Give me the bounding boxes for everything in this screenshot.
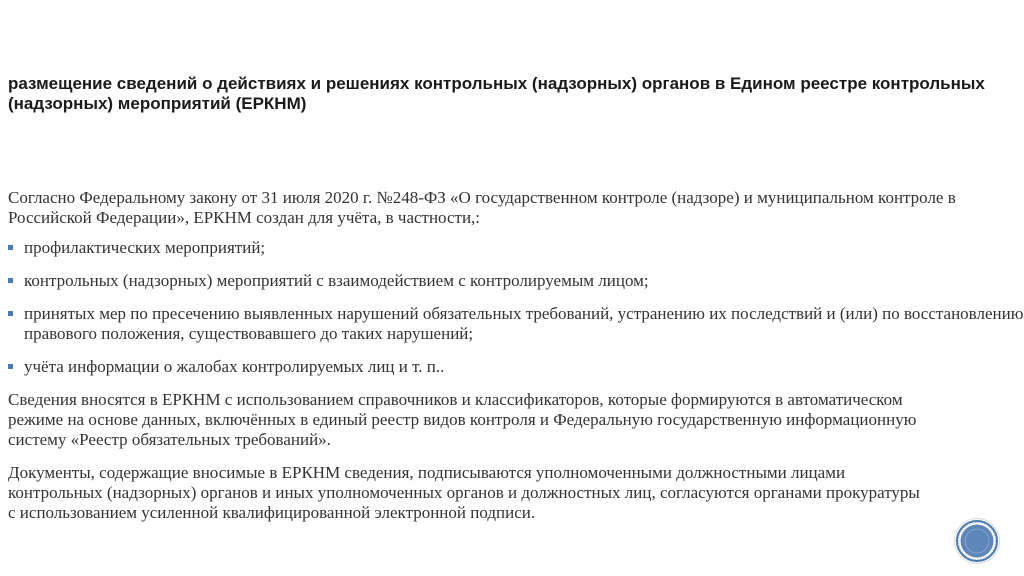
bullet-list	[8, 238, 1024, 377]
list-item-text: принятых мер по пресечению выявленных нарушений обязательных требований, устранению их последствий и (или) по восстановлению правового положения, существовавшего до таких нарушений;	[24, 304, 1024, 343]
bullet-square-icon	[8, 278, 13, 283]
list-item	[8, 304, 1024, 344]
bullet-square-icon	[8, 311, 13, 316]
seal-graphic	[955, 519, 999, 563]
list-item	[8, 271, 1024, 291]
paragraph-line: контрольных (надзорных) органов и иных уполномоченных органов и должностных лиц, согласуются органами прокуратуры	[8, 483, 920, 502]
slide-title: размещение сведений о действиях и решениях контрольных (надзорных) органов в Едином реестре контрольных (надзорных) мероприятий (ЕРКНМ)	[8, 74, 985, 113]
circular-seal-icon	[955, 519, 999, 563]
intro-paragraph: Согласно Федеральному закону от 31 июля 2020 г. №248-ФЗ «О государственном контроле (надзоре) и муниципальном контроле в Российской Федерации», ЕРКНМ создан для учёта, в частности,:	[8, 188, 956, 227]
paragraph-line: Документы, содержащие вносимые в ЕРКНМ сведения, подписываются уполномоченными должностными лицами	[8, 463, 846, 482]
paragraph-signature	[8, 463, 1024, 523]
list-item-text: учёта информации о жалобах контролируемых лиц и т. п..	[24, 357, 445, 376]
paragraph-line: Сведения вносятся в ЕРКНМ с использованием справочников и классификаторов, которые формируются в автоматическом	[8, 390, 903, 409]
list-item-text: профилактических мероприятий;	[24, 238, 266, 257]
bullet-square-icon	[8, 245, 13, 250]
paragraph-sources	[8, 390, 1024, 450]
paragraph-line: режиме на основе данных, включённых в единый реестр видов контроля и Федеральную государственную информационную	[8, 410, 917, 429]
bullet-square-icon	[8, 364, 13, 369]
paragraph-line: систему «Реестр обязательных требований».	[8, 430, 331, 449]
list-item	[8, 357, 1024, 377]
list-item	[8, 238, 1024, 258]
slide-body	[8, 188, 1024, 536]
list-item-text: контрольных (надзорных) мероприятий с взаимодействием с контролируемым лицом;	[24, 271, 649, 290]
paragraph-line: с использованием усиленной квалифицированной электронной подписи.	[8, 503, 536, 522]
